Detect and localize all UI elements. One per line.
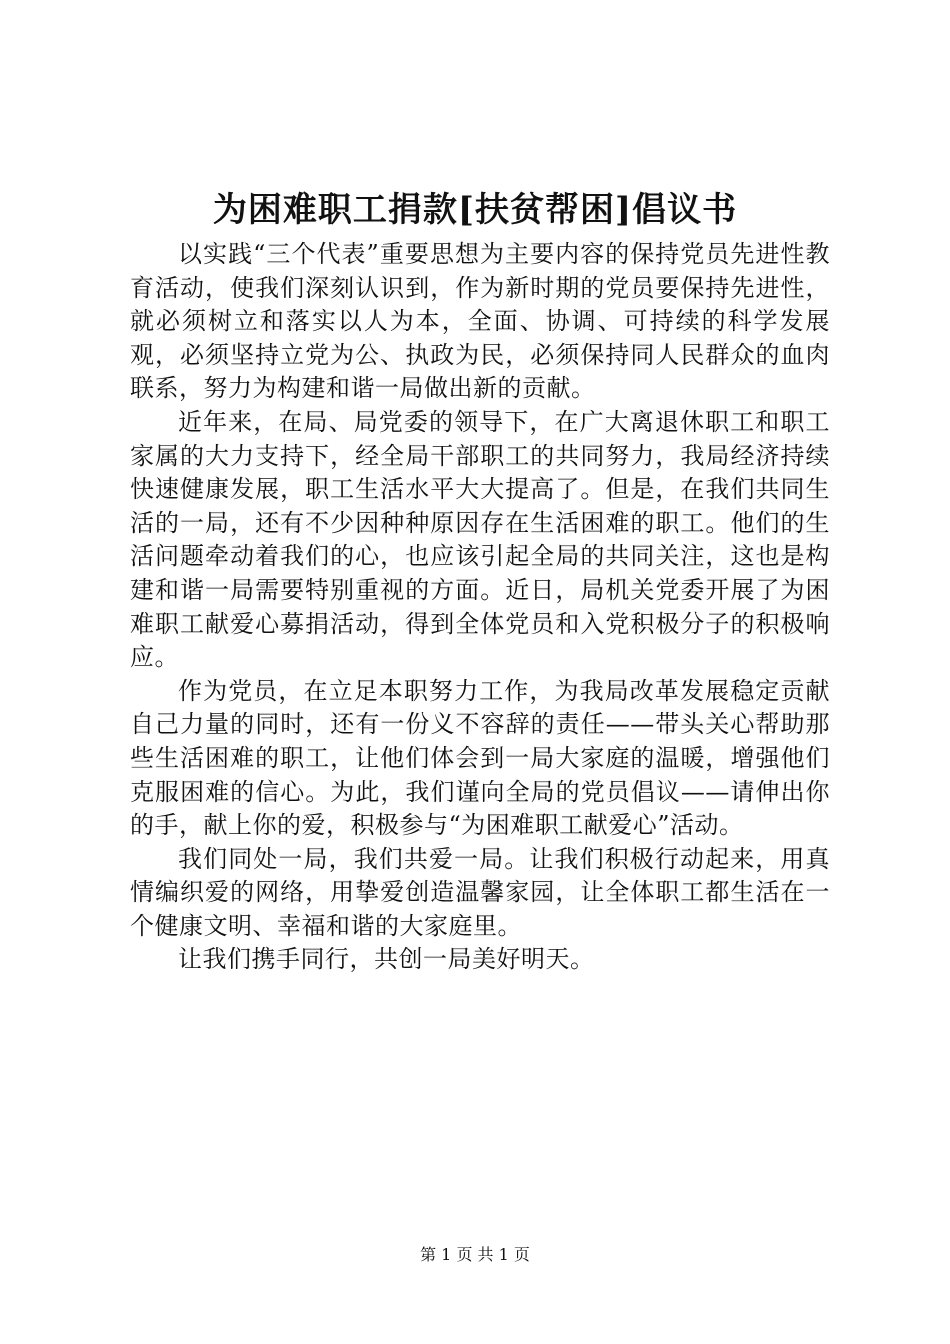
paragraph-3: 作为党员，在立足本职努力工作，为我局改革发展稳定贡献自己力量的同时，还有一份义不容辞的责任——带头关心帮助那些生活困难的职工，让他们体会到一局大家庭的温暖，增强他们克服困难的信心。为此，我们谨向全局的党员倡议——请伸出你的手，献上你的爱，积极参与“为困难职工献爱心”活动。 — [130, 676, 830, 840]
paragraph-4: 我们同处一局，我们共爱一局。让我们积极行动起来，用真情编织爱的网络，用挚爱创造温馨家园，让全体职工都生活在一个健康文明、幸福和谐的大家庭里。 — [130, 844, 830, 940]
document-body — [130, 238, 830, 977]
page-number-footer: 第 1 页 共 1 页 — [420, 1245, 530, 1264]
paragraph-2: 近年来，在局、局党委的领导下，在广大离退休职工和职工家属的大力支持下，经全局干部职工的共同努力，我局经济持续快速健康发展，职工生活水平大大提高了。但是，在我们共同生活的一局，还有不少因种种原因存在生活困难的职工。他们的生活问题牵动着我们的心，也应该引起全局的共同关注，这也是构建和谐一局需要特别重视的方面。近日，局机关党委开展了为困难职工献爱心募捐活动，得到全体党员和入党积极分子的积极响应。 — [130, 407, 830, 672]
document-title: 为困难职工捐款[扶贫帮困]倡议书 — [212, 190, 738, 230]
paragraph-5: 让我们携手同行，共创一局美好明天。 — [178, 945, 595, 974]
paragraph-1: 以实践“三个代表”重要思想为主要内容的保持党员先进性教育活动，使我们深刻认识到，作为新时期的党员要保持先进性，就必须树立和落实以人为本，全面、协调、可持续的科学发展观，必须坚持立党为公、执政为民，必须保持同人民群众的血肉联系，努力为构建和谐一局做出新的贡献。 — [130, 240, 830, 403]
